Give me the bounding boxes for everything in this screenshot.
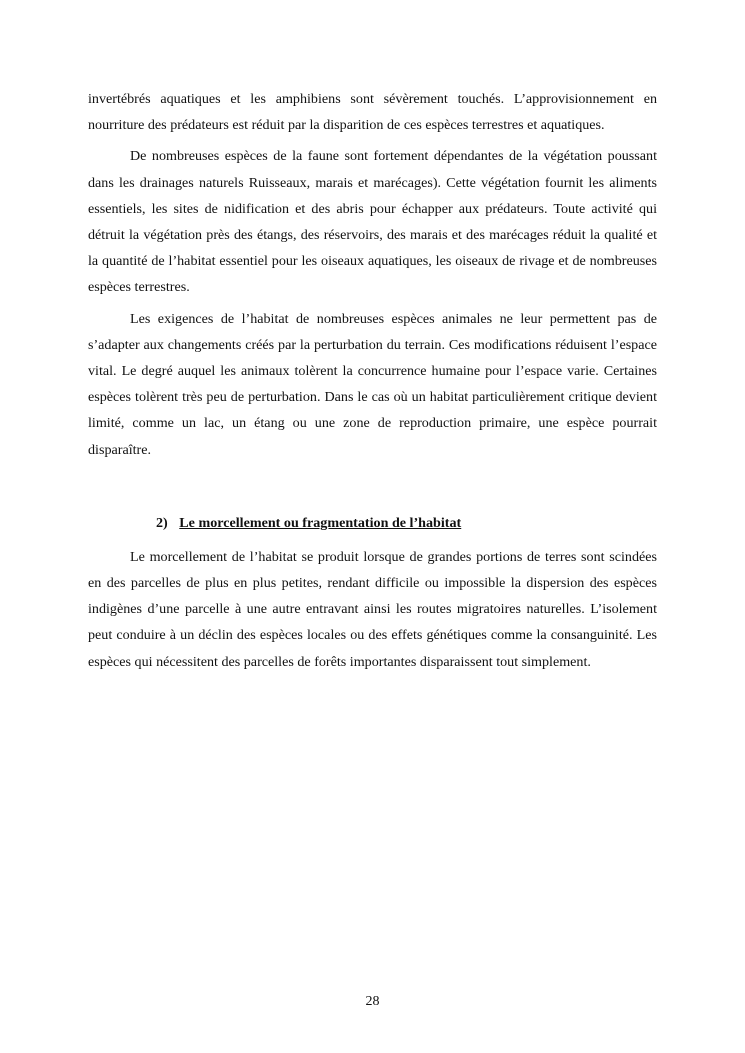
paragraph-continuation: invertébrés aquatiques et les amphibiens sont sévèrement touchés. L’approvisionnement en nourriture des prédateurs est réduit par la disparition de ces espèces terrestres et aquatiques. — [88, 91, 657, 134]
paragraph-vegetation: De nombreuses espèces de la faune sont fortement dépendantes de la végétation poussant dans les drainages naturels Ruisseaux, marais et marécages). Cette végétation fournit les aliments essentiels, les sites de nidification et des abris pour échapper aux prédateurs. Toute activité qui détruit la végétation près des étangs, des réservoirs, des marais et des marécages réduit la qualité et la quantité de l’habitat essentiel pour les oiseaux aquatiques, les oiseaux de rivage et de nombreuses espèces terrestres. — [88, 148, 657, 296]
paragraph-fragmentation: Le morcellement de l’habitat se produit lorsque de grandes portions de terres sont scindées en des parcelles de plus en plus petites, rendant difficile ou impossible la dispersion des espèces indigènes d’une parcelle à une autre entravant ainsi les routes migratoires naturelles. L’isolement peut conduire à un déclin des espèces locales ou des effets génétiques comme la consanguinité. Les espèces qui nécessitent des parcelles de forêts importantes disparaissent tout simplement. — [88, 548, 657, 670]
section-heading — [88, 510, 657, 536]
section-heading-number: 2) — [156, 514, 168, 531]
document-body — [88, 86, 657, 675]
paragraph-habitat-requirements: Les exigences de l’habitat de nombreuses espèces animales ne leur permettent pas de s’adapter aux changements créés par la perturbation du terrain. Ces modifications réduisent l’espace vital. Le degré auquel les animaux tolèrent la concurrence humaine pour l’espace varie. Certaines espèces tolèrent très peu de perturbation. Dans le cas où un habitat particulièrement critique devient limité, comme un lac, un étang ou une zone de reproduction primaire, une espèce pourrait disparaître. — [88, 310, 657, 458]
page-number: 28 — [365, 994, 380, 1009]
section-heading-title: Le morcellement ou fragmentation de l’habitat — [179, 514, 462, 531]
